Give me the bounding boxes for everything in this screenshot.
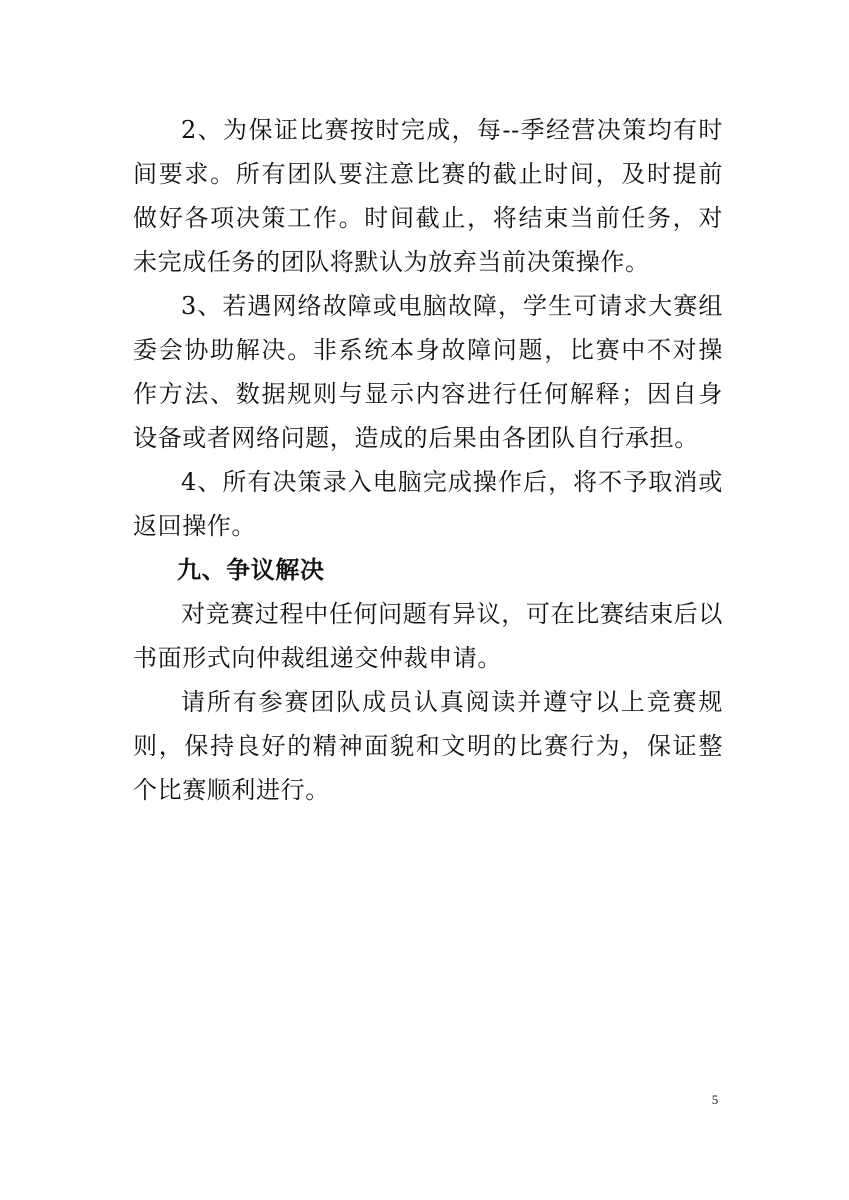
closing-paragraph: 请所有参赛团队成员认真阅读并遵守以上竞赛规则，保持良好的精神面貌和文明的比赛行为，保证整个比赛顺利进行。: [133, 688, 723, 804]
dispute-paragraph: 对竞赛过程中任何问题有异议，可在比赛结束后以书面形式向仲裁组递交仲裁申请。: [133, 600, 723, 672]
rule-paragraph-2: 2、为保证比赛按时完成，每--季经营决策均有时间要求。所有团队要注意比赛的截止时间，及时提前做好各项决策工作。时间截止，将结束当前任务，对未完成任务的团队将默认为放弃当前决策操作。: [133, 116, 723, 276]
rule-paragraph-4: 4、所有决策录入电脑完成操作后，将不予取消或返回操作。: [133, 468, 723, 540]
document-body: [133, 108, 723, 812]
page-number: 5: [711, 1092, 719, 1107]
rule-paragraph-3: 3、若遇网络故障或电脑故障，学生可请求大赛组委会协助解决。非系统本身故障问题，比赛中不对操作方法、数据规则与显示内容进行任何解释；因自身设备或者网络问题，造成的后果由各团队自行承担。: [133, 292, 723, 452]
section-heading-dispute-resolution: 九、争议解决: [177, 556, 325, 584]
